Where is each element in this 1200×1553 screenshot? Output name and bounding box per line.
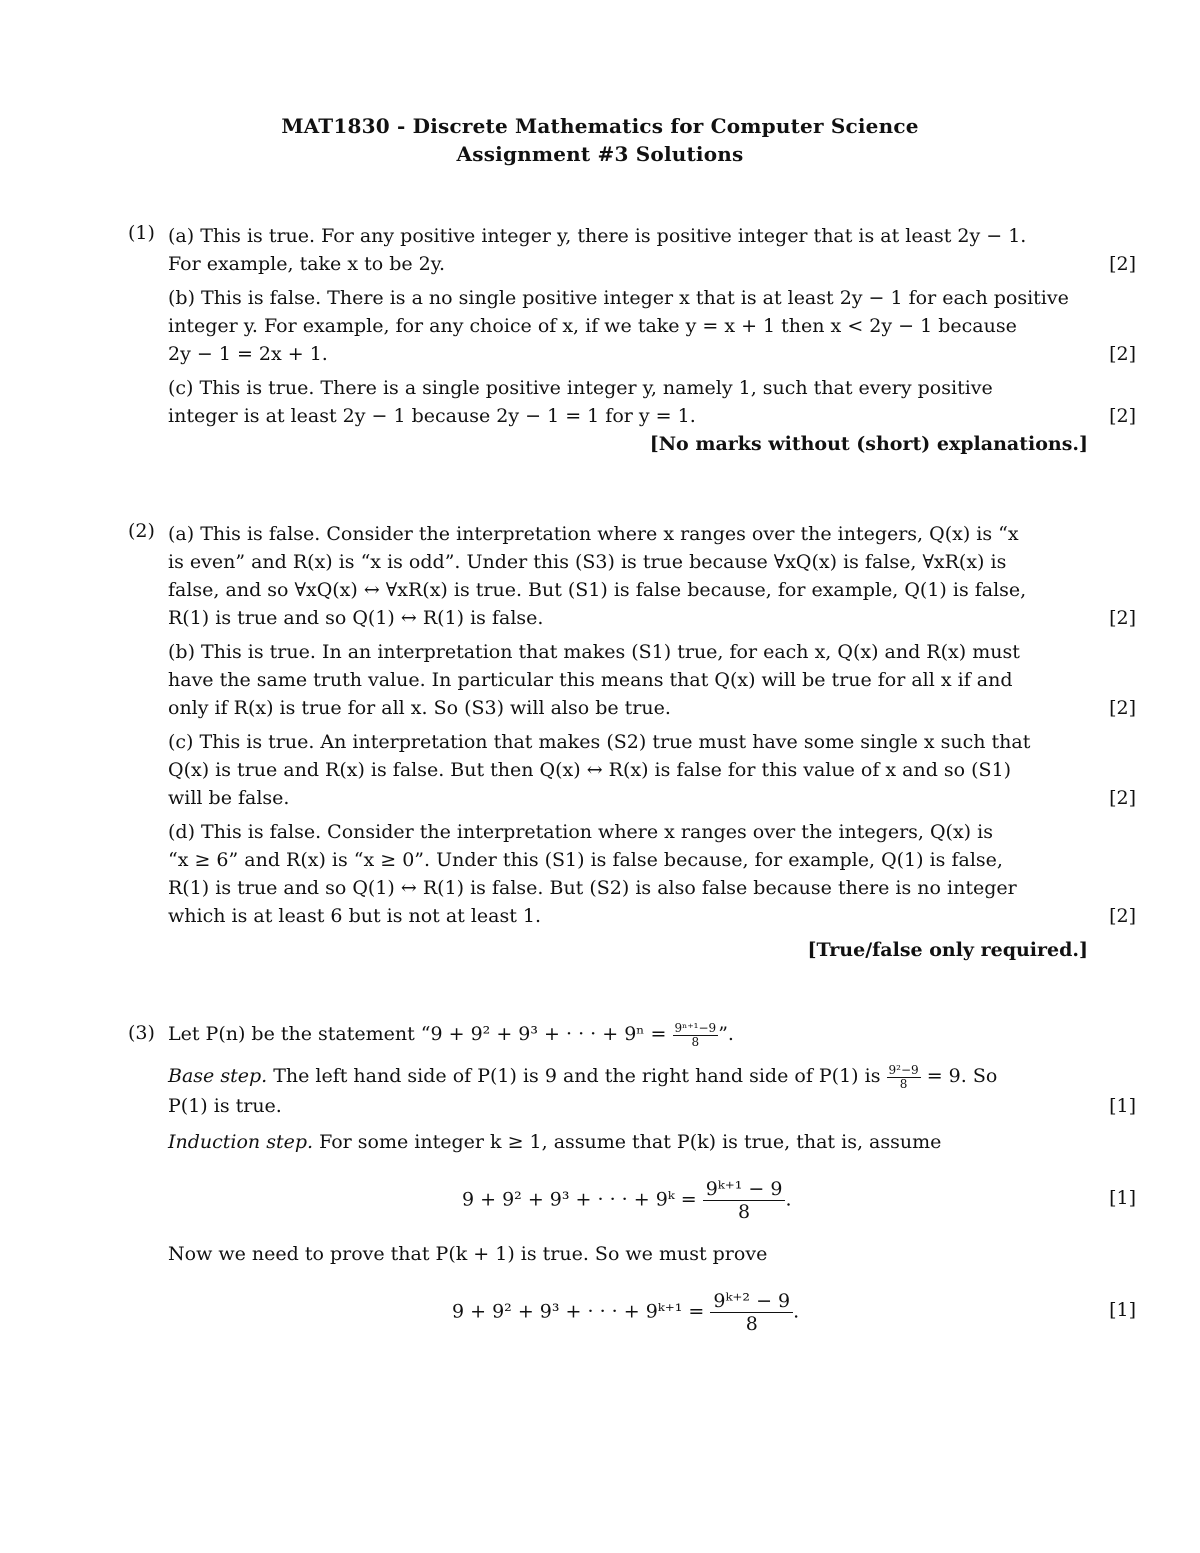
question-number: (2) [128, 520, 155, 542]
base-step-line [168, 1062, 1088, 1092]
answer-2a-line: is even” and R(x) is “x is odd”. Under this (S3) is true because ∀xQ(x) is false, ∀xR(x) is [168, 551, 1007, 573]
mark-label: [2] [1109, 253, 1136, 275]
question-body [168, 520, 1136, 964]
mark-label: [2] [1109, 905, 1136, 927]
answer-2d-line: “x ≥ 6” and R(x) is “x ≥ 0”. Under this (S1) is false because, for example, Q(1) is false, [168, 849, 1003, 871]
answer-1c-line [168, 402, 1136, 430]
answer-2d-line: R(1) is true and so Q(1) ↔ R(1) is false. But (S2) is also false because there is no integer [168, 877, 1017, 899]
answer-text: integer is at least 2y − 1 because 2y − 1 = 1 for y = 1. [168, 405, 696, 427]
fraction-denominator: 8 [738, 1201, 751, 1223]
mark-label: [2] [1109, 697, 1136, 719]
mark-label: [2] [1109, 607, 1136, 629]
answer-2a-line [168, 604, 1136, 632]
answer-text: 2y − 1 = 2x + 1. [168, 343, 328, 365]
document-subtitle: Assignment #3 Solutions [456, 142, 744, 166]
answer-1b-line [168, 340, 1136, 368]
equation-end: . [793, 1300, 800, 1323]
equation-2 [168, 1282, 1136, 1344]
note-line [168, 430, 1088, 458]
answer-text: R(1) is true and so Q(1) ↔ R(1) is false. [168, 607, 544, 629]
induction-step-label: Induction step. [168, 1131, 314, 1153]
statement-fraction [673, 1022, 719, 1049]
answer-1b-line: (b) This is false. There is a no single positive integer x that is at least 2y − 1 for each positive [168, 287, 1069, 309]
base-step-text: = 9. So [926, 1065, 998, 1087]
answer-2c-line: (c) This is true. An interpretation that makes (S2) true must have some single x such that [168, 731, 1031, 753]
mark-label: [1] [1109, 1187, 1136, 1209]
base-step-fraction [887, 1064, 921, 1091]
equation-lhs: 9 + 9² + 9³ + · · · + 9ᵏ⁺¹ = [452, 1300, 705, 1323]
answer-text: only if R(x) is true for all x. So (S3) will also be true. [168, 697, 671, 719]
answer-2d-line [168, 902, 1136, 930]
mark-label: [1] [1109, 1299, 1136, 1321]
answer-2a-line: (a) This is false. Consider the interpretation where x ranges over the integers, Q(x) is “x [168, 523, 1019, 545]
document-title: MAT1830 - Discrete Mathematics for Computer Science [281, 114, 919, 138]
equation-end: . [785, 1188, 792, 1211]
base-step-label: Base step. [168, 1065, 268, 1087]
fraction-numerator: 9ᵏ⁺² − 9 [710, 1290, 793, 1313]
induction-step-line [168, 1128, 1088, 1156]
equation-lhs: 9 + 9² + 9³ + · · · + 9ᵏ = [462, 1188, 697, 1211]
question-body [168, 222, 1136, 458]
answer-2c-line: Q(x) is true and R(x) is false. But then Q(x) ↔ R(x) is false for this value of x and so (S1) [168, 759, 1012, 781]
note-line [168, 936, 1088, 964]
base-step-text: P(1) is true. [168, 1095, 282, 1117]
answer-2c-line [168, 784, 1136, 812]
mark-label: [1] [1109, 1095, 1136, 1117]
equation-fraction [710, 1290, 793, 1335]
answer-1c-line: (c) This is true. There is a single positive integer y, namely 1, such that every positive [168, 377, 993, 399]
equation-body [452, 1290, 799, 1335]
fraction-numerator: 9ᵏ⁺¹ − 9 [703, 1178, 786, 1201]
mark-label: [2] [1109, 343, 1136, 365]
equation-fraction [703, 1178, 786, 1223]
answer-2a-line: false, and so ∀xQ(x) ↔ ∀xR(x) is true. But (S1) is false because, for example, Q(1) is false, [168, 579, 1027, 601]
answer-1a-line: (a) This is true. For any positive integer y, there is positive integer that is at least 2y − 1. [168, 225, 1027, 247]
marking-note: [No marks without (short) explanations.] [649, 433, 1088, 455]
mark-label: [2] [1109, 405, 1136, 427]
question-number: (3) [128, 1022, 155, 1044]
answer-1b-line: integer y. For example, for any choice of x, if we take y = x + 1 then x < 2y − 1 because [168, 315, 1017, 337]
answer-2b-line [168, 694, 1136, 722]
answer-text: For example, take x to be 2y. [168, 253, 445, 275]
now-line: Now we need to prove that P(k + 1) is true. So we must prove [168, 1243, 768, 1265]
fraction-denominator: 8 [745, 1313, 758, 1335]
equation-body [462, 1178, 792, 1223]
answer-text: which is at least 6 but is not at least 1. [168, 905, 542, 927]
fraction-denominator: 8 [691, 1034, 700, 1049]
statement-end: ”. [718, 1023, 734, 1045]
statement-line [168, 1020, 1088, 1052]
mark-label: [2] [1109, 787, 1136, 809]
induction-step-text: For some integer k ≥ 1, assume that P(k) is true, that is, assume [319, 1131, 942, 1153]
fraction-numerator: 9ⁿ⁺¹−9 [674, 1020, 717, 1035]
base-step-line [168, 1092, 1136, 1120]
answer-2b-line: have the same truth value. In particular this means that Q(x) will be true for all x if and [168, 669, 1013, 691]
fraction-numerator: 9²−9 [888, 1062, 919, 1077]
statement-text: Let P(n) be the statement “9 + 9² + 9³ + · · · + 9ⁿ = [168, 1023, 667, 1045]
question-body [168, 1020, 1136, 1344]
question-number: (1) [128, 222, 155, 244]
answer-1a-line [168, 250, 1136, 278]
equation-1 [168, 1170, 1136, 1232]
answer-2d-line: (d) This is false. Consider the interpretation where x ranges over the integers, Q(x) is [168, 821, 993, 843]
answer-2b-line: (b) This is true. In an interpretation that makes (S1) true, for each x, Q(x) and R(x) must [168, 641, 1020, 663]
marking-note: [True/false only required.] [807, 939, 1088, 961]
fraction-denominator: 8 [899, 1076, 908, 1091]
base-step-text: The left hand side of P(1) is 9 and the right hand side of P(1) is [273, 1065, 881, 1087]
answer-text: will be false. [168, 787, 290, 809]
